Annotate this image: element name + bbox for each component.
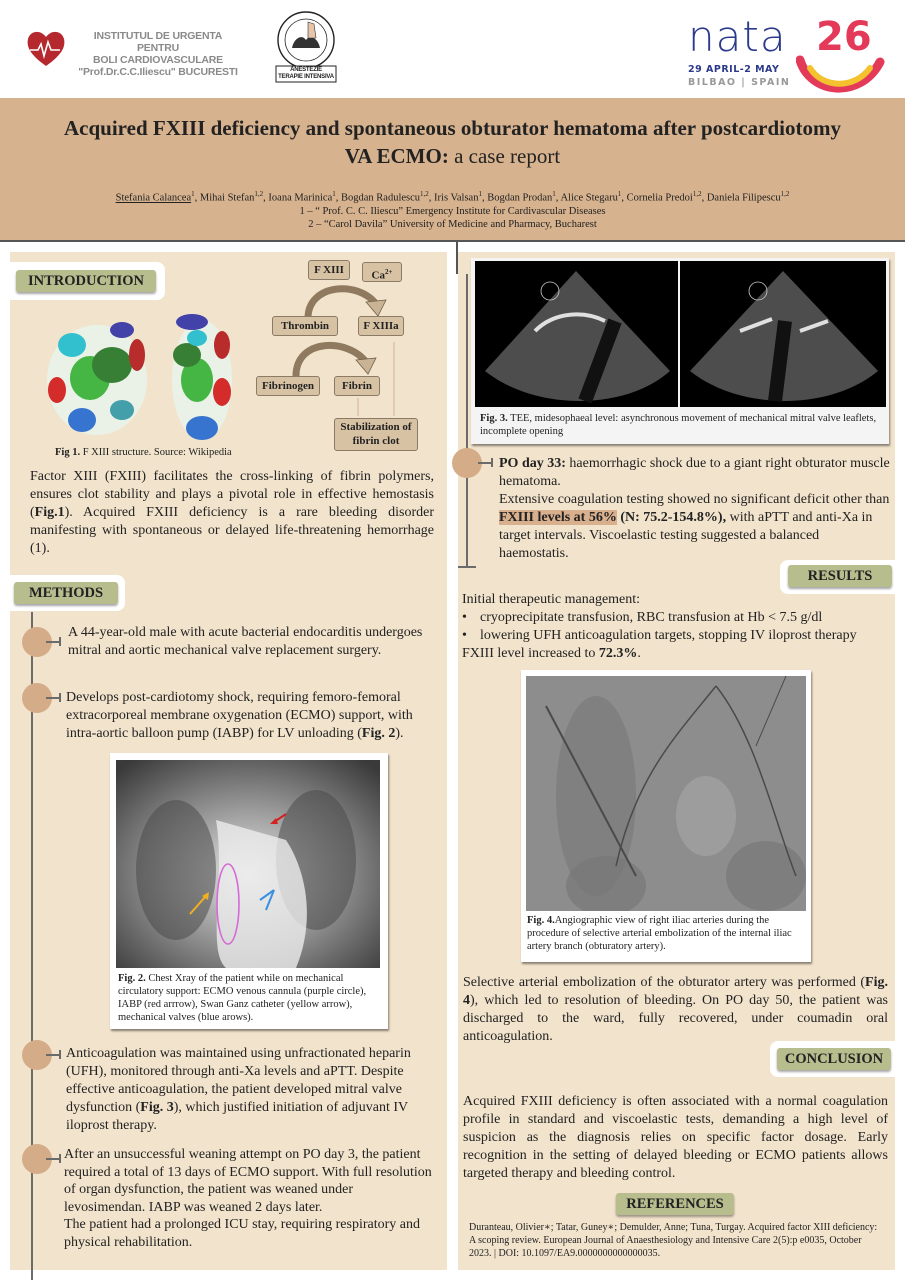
management-item-text: cryoprecipitate transfusion, RBC transfusion at Hb < 7.5 g/dl [480,610,823,625]
author-list: Stefania Calancea$^1$, Mihai Stefan$^{1,2}$, Ioana Marinica$^1$, Bogdan Radulescu$^{1,2}$, Iris Valsan$^1$, Bogdan Prodan$^1$, Alice Stegaru$^1$, Cornelia Predoi$^{1,2}$, Daniela Filipescu$^{1,2}$ [115,190,790,204]
timeline-connector-cap [59,1050,61,1059]
smile-swoosh-icon [796,54,886,104]
author-name: Alice Stegaru [560,192,618,204]
intro-text-b: ). Acquired FXIII deficiency is a rare bleeding disorder manifesting with spontaneous or delayed life-threatening hemorrhage (1). [30,505,434,556]
conclusion-label: CONCLUSION [777,1048,891,1070]
congress-dates: 29 APRIL-2 MAY [688,64,780,75]
references-label: REFERENCES [616,1193,734,1215]
introduction-text [30,468,434,558]
timeline-connector-cap [59,637,61,646]
methods-item-4-a: After an unsuccessful weaning attempt on PO day 3, the patient required a total of 13 days of ECMO support. With full resolution of organ dysfunction, the patient was weaned under levosimendan. IABP was weaned 2 days later. [64,1147,432,1215]
results-label: RESULTS [788,565,892,587]
methods-item-3-b: ), which justified initiation of adjuvant IV iloprost therapy. [66,1100,408,1133]
society-line1: ANESTEZIE [290,67,322,73]
fig3-caption-label: Fig. 3. [480,413,508,424]
therapeutic-management [462,591,892,663]
methods-label: METHODS [14,582,118,604]
embolization-text-b: ), which led to resolution of bleeding. On PO day 50, the patient was discharged to the ward, fully recovered, under coumadin oral anticoagulation. [463,993,888,1044]
tee-echo-image-right [680,261,886,407]
fig4-caption-text: Angiographic view of right iliac arteries during the procedure of selective arterial embolization of the internal iliac artery branch (obturatory artery). [527,915,792,952]
angiography-image [526,676,806,911]
author-affiliation-marker: 1,2 [254,190,264,198]
chest-xray-image [116,760,380,968]
author-name: Daniela Filipescu [706,192,781,204]
coagulation-testing-text [499,491,891,563]
author-name: Bogdan Radulescu [341,192,421,204]
methods-item-3-a: Anticoagulation was maintained using unfractionated heparin (UFH), monitored through anti-Xa levels and aPTT. Despite effective anticoagulation, the patient developed mitral valve dysfunction ( [66,1046,411,1115]
introduction-label: INTRODUCTION [16,270,156,292]
institute-name-line2: BOLI CARDIOVASCULARE [93,54,223,66]
author-name: Cornelia Predoi [626,192,693,204]
methods-item-1: A 44-year-old male with acute bacterial endocarditis undergoes mitral and aortic mechanical valve replacement surgery. [68,625,423,658]
society-line2: TERAPIE INTENSIVA [278,74,334,80]
management-title: Initial therapeutic management: [462,592,641,607]
references-text: Duranteau, Olivier∗; Tatar, Guney∗; Demulder, Anne; Tuna, Turgay. Acquired factor XIII deficiency: A scoping review. European Journal of Anaesthesiology and Intensive Care 2(5):p e0035, October 2023. | DOI: 10.1097/EA9.0000000000000035. [469,1222,878,1259]
fxiii-increase-end: . [637,646,641,661]
fxiii-increase [462,645,892,663]
po-day-33-desc: haemorrhagic shock due to a giant right obturator muscle hematoma. [499,456,890,489]
timeline-connector [46,641,60,643]
coag-text-b: with aPTT and anti-Xa in target intervals. Viscoelastic testing suggested a balanced haemostatis. [499,510,873,561]
fig3-caption-text: TEE, midesophaeal level: asynchronous movement of mechanical mitral valve leaflets, incomplete opening [480,413,877,437]
flow-fibrin: Fibrin [334,376,380,396]
methods-item-2-a: Develops post-cardiotomy shock, requiring femoro-femoral extracorporeal membrane oxygenation (ECMO) support, with intra-aortic balloon pump (IABP) for LV unloading ( [66,690,413,741]
fig1-caption-text: F XIII structure. Source: Wikipedia [80,447,232,458]
timeline-connector [478,462,492,464]
po-day-33-block [499,455,891,563]
timeline-connector-cap [59,1154,61,1163]
results-timeline-line [466,274,468,566]
flow-calcium-symbol: Ca [371,269,385,282]
poster-title [60,114,845,170]
institute-name-line1: INSTITUTUL DE URGENTA PENTRU [93,30,223,54]
tee-echo-image-left [475,261,678,407]
fxiii-normal-range: (N: 75.2-154.8%), [616,510,727,525]
fig2-caption [118,972,384,1024]
institute-logo [24,26,244,78]
management-item: • cryoprecipitate transfusion, RBC transfusion at Hb < 7.5 g/dl [462,610,823,625]
coagulation-diagram [248,254,448,454]
timeline-connector-cap [491,458,493,467]
title-normal: a case report [448,144,561,168]
fig1-caption [55,446,275,459]
timeline-end-cap [458,566,476,568]
congress-year: 26 [816,14,872,60]
author-name: Mihai Stefan [199,192,255,204]
affiliation-2: 2 – “Carol Davila” University of Medicine and Pharmacy, Bucharest [308,218,597,230]
timeline-connector [46,1158,60,1160]
coag-text-a: Extensive coagulation testing showed no significant deficit other than [499,492,890,507]
fxiii-increase-value: 72.3% [598,646,638,661]
fxiii-structure-figure [42,310,242,450]
intro-text-a: Factor XIII (FXIII) facilitates the cross-linking of fibrin polymers, ensures clot stability and plays a pivotal role in effective hemostasis ( [30,469,434,520]
author-name: Bogdan Prodan [487,192,553,204]
author-affiliation-marker: 1,2 [780,190,790,198]
congress-name: nata [688,12,787,61]
fig2-caption-text: Chest Xray of the patient while on mechanical circulatory support: ECMO venous cannula (purple circle), IABP (red arrrow), Swan Ganz catheter (yellow arrow), mechanical valves (blue arows). [118,973,367,1023]
management-item-text: lowering UFH anticoagulation targets, stopping IV iloprost therapy [480,628,857,643]
embolization-text-a: Selective arterial embolization of the obturator artery was performed ( [463,975,866,990]
author-affiliation-marker: 1,2 [692,190,702,198]
conclusion-text: Acquired FXIII deficiency is often associated with a normal coagulation profile in standard and viscoelastic tests, demanding a high level of suspicion as the diagnosis relies on specific factor dosage. Early recognition in the setting of delayed bleeding or ECMO patients allows targeted therapy and bleeding control. [463,1094,888,1181]
society-logo [268,8,344,84]
methods-item-4-b: The patient had a prolonged ICU stay, requiring respiratory and physical rehabilitation. [64,1217,420,1250]
methods-item-3-ref: Fig. 3 [140,1100,174,1115]
title-bold: Acquired FXIII deficiency and spontaneous obturator hematoma after postcardiotomy VA ECMO: [64,116,841,168]
author-affiliation-marker: 1 [617,190,622,198]
congress-logo [688,14,888,98]
embolization-fig-ref: Fig. 4 [463,975,888,1008]
methods-item-2-b: ). [395,726,404,741]
intro-fig-ref: Fig.1 [34,505,65,520]
methods-item-2-ref: Fig. 2 [361,726,396,741]
timeline-connector-cap [59,693,61,702]
authors-block [20,188,885,231]
flow-calcium-charge: 2+ [384,268,393,276]
fig2-caption-label: Fig. 2. [118,973,146,984]
po-day-33-text [499,455,891,491]
author-affiliation-marker: 1 [552,190,556,198]
fig4-caption [527,914,809,953]
methods-item-4 [64,1146,436,1251]
flow-fibrinogen: Fibrinogen [256,376,320,396]
affiliation-1: 1 – “ Prof. C. C. Iliescu” Emergency Institute for Cardivascular Diseases [299,205,606,217]
author-affiliation-marker: 1 [191,190,195,198]
author-affiliation-marker: 1 [332,190,336,198]
author-affiliation-marker: 1,2 [420,190,429,198]
management-item: • lowering UFH anticoagulation targets, stopping IV iloprost therapy [462,628,857,643]
timeline-connector [46,1054,60,1056]
institute-name-line3: "Prof.Dr.C.C.Iliescu" BUCURESTI [78,66,238,78]
flow-stabilization: Stabilization of fibrin clot [334,418,418,451]
author-name: Iris Valsan [434,192,479,204]
embolization-text [463,974,888,1046]
fig1-caption-label: Fig 1. [55,447,81,458]
fxiii-level-highlight: FXIII levels at 56% [499,510,617,525]
author-name: Stefania Calancea [115,192,192,204]
flow-calcium [362,262,402,282]
congress-location: BILBAO | SPAIN [688,77,791,88]
po-day-33-label: PO day 33: [499,456,566,471]
heart-icon [24,26,68,70]
fxiii-increase-text: FXIII level increased to [462,646,599,661]
author-affiliation-marker: 1 [478,190,482,198]
methods-item-2 [66,689,446,743]
flow-fxiiia: F XIIIa [358,316,404,336]
flow-fxiii: F XIII [308,260,350,280]
fig3-caption [480,412,880,438]
flow-thrombin: Thrombin [272,316,338,336]
timeline-connector [46,697,60,699]
methods-item-3 [66,1045,444,1135]
author-name: Ioana Marinica [268,192,333,204]
fig4-caption-label: Fig. 4. [527,915,555,926]
